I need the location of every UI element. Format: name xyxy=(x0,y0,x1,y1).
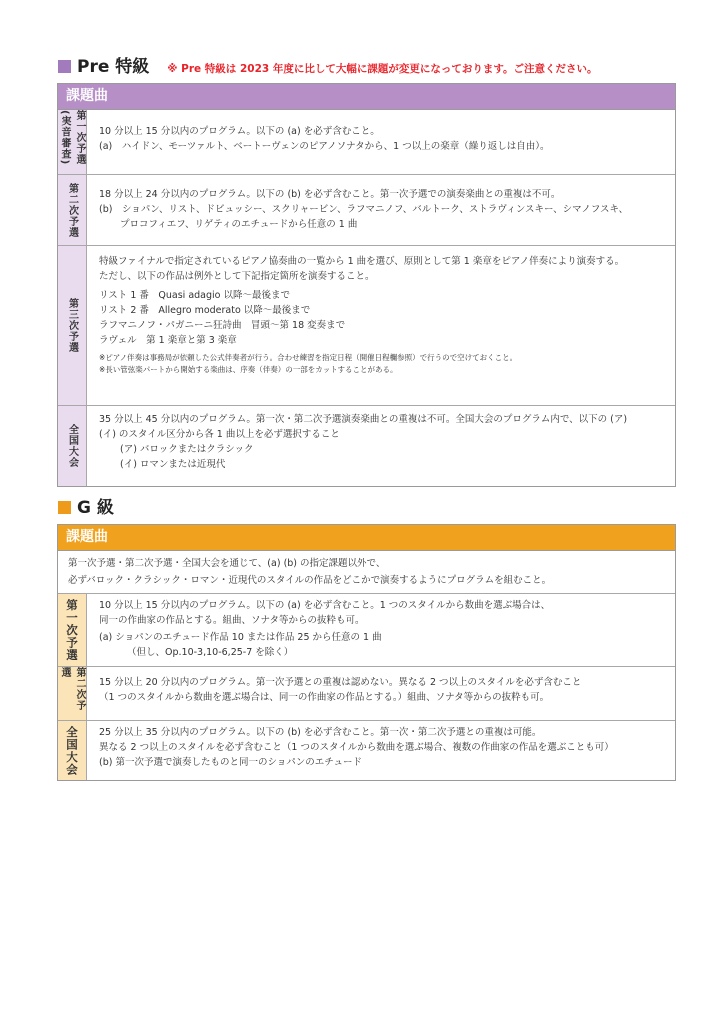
text-line: 必ずバロック・クラシック・ロマン・近現代のスタイルの作品をどこかで演奏するようにプログラムを組むこと。 xyxy=(68,575,552,586)
g-section-title: G 級 xyxy=(77,498,114,518)
g-square-icon xyxy=(58,501,71,514)
text-line: 特級ファイナルで指定されているピアノ協奏曲の一覧から 1 曲を選び、原則として第 1 楽章をピアノ伴奏により演奏する。 xyxy=(99,256,625,267)
pre-row-label xyxy=(58,110,87,174)
pre-square-icon xyxy=(58,60,71,73)
text-line: 同一の作曲家の作品とする。組曲、ソナタ等からの抜粋も可。 xyxy=(99,615,365,626)
g-label-national: 全国大会 xyxy=(65,725,79,776)
g-label-first: 第一次予選 xyxy=(65,598,79,662)
pre-row-label xyxy=(58,246,87,405)
pre-row-content xyxy=(87,406,675,486)
pre-row-label xyxy=(58,406,87,486)
text-line: (b) ショパン、リスト、ドビュッシー、スクリャービン、ラフマニノフ、バルトーク、ストラヴィンスキー、シマノフスキ、 xyxy=(99,204,629,215)
pre-row-third-round xyxy=(58,245,675,405)
text-line: (イ) ロマンまたは近現代 xyxy=(120,459,226,470)
text-line: (b) 第一次予選で演奏したものと同一のショパンのエチュード xyxy=(99,757,362,768)
note-line: ※ピアノ伴奏は事務局が依頼した公式伴奏者が行う。合わせ練習を指定日程（開催日程欄参照）で行うので空けておくこと。 xyxy=(99,353,518,362)
text-line: ラフマニノフ・パガニーニ狂詩曲 冒頭～第 18 変奏まで xyxy=(99,320,346,331)
g-row-label xyxy=(58,667,87,720)
g-row-first-round xyxy=(58,594,675,666)
note-line: ※長い管弦楽パートから開始する楽曲は、序奏（伴奏）の一部をカットすることがある。 xyxy=(99,365,398,374)
text-line: (イ) のスタイル区分から各 1 曲以上を必ず選択すること xyxy=(99,429,340,440)
g-row-label xyxy=(58,721,87,780)
pre-label-second: 第二次予選 xyxy=(66,182,78,238)
text-line: 異なる 2 つ以上のスタイルを必ず含むこと（1 つのスタイルから数曲を選ぶ場合、複数の作曲家の作品を選ぶことも可） xyxy=(99,742,614,753)
pre-row-second-round xyxy=(58,174,675,245)
pre-section-heading xyxy=(58,52,598,77)
text-line: (ア) バロックまたはクラシック xyxy=(120,444,254,455)
pre-table xyxy=(57,83,676,487)
text-line: 10 分以上 15 分以内のプログラム。以下の (a) を必ず含むこと。 xyxy=(99,126,380,137)
text-line: 15 分以上 20 分以内のプログラム。第一次予選との重複は認めない。異なる 2 つ以上のスタイルを必ず含むこと xyxy=(99,677,582,688)
g-row-national xyxy=(58,720,675,780)
text-line: 35 分以上 45 分以内のプログラム。第一次・第二次予選演奏楽曲との重複は不可。全国大会のプログラム内で、以下の (ア) xyxy=(99,414,628,425)
text-line: リスト 1 番 Quasi adagio 以降～最後まで xyxy=(99,290,290,301)
g-table-header: 課題曲 xyxy=(58,525,675,551)
g-row-content xyxy=(87,594,675,666)
pre-row-content xyxy=(87,246,675,405)
pre-row-first-round xyxy=(58,110,675,174)
pre-section-title: Pre 特級 xyxy=(77,57,150,77)
text-line: （1 つのスタイルから数曲を選ぶ場合は、同一の作曲家の作品とする。）組曲、ソナタ等からの抜粋も可。 xyxy=(99,692,550,703)
pre-row-content xyxy=(87,175,675,245)
text-line: ラヴェル 第 1 楽章と第 3 楽章 xyxy=(99,335,237,346)
g-section-heading xyxy=(58,493,114,518)
g-row-label xyxy=(58,594,87,666)
g-intro xyxy=(58,551,675,594)
text-line: （但し、Op.10-3,10-6,25-7 を除く） xyxy=(127,647,294,658)
text-line: 18 分以上 24 分以内のプログラム。以下の (b) を必ず含むこと。第一次予選での演奏楽曲との重複は不可。 xyxy=(99,189,561,200)
pre-label-national: 全国大会 xyxy=(66,424,78,468)
g-row-content xyxy=(87,721,675,780)
text-line: ただし、以下の作品は例外として下記指定箇所を演奏すること。 xyxy=(99,271,375,282)
g-label-second: 第二次予選 xyxy=(59,667,85,711)
g-row-second-round xyxy=(58,666,675,720)
text-line: 第一次予選・第二次予選・全国大会を通じて、(a) (b) の指定課題以外で、 xyxy=(68,558,386,569)
text-line: 10 分以上 15 分以内のプログラム。以下の (a) を必ず含むこと。1 つのスタイルから数曲を選ぶ場合は、 xyxy=(99,600,551,611)
g-row-content xyxy=(87,667,675,720)
g-table xyxy=(57,524,676,781)
pre-label-first: 第一次予選(実音審査) xyxy=(59,110,85,166)
text-line: (a) ショパンのエチュード作品 10 または作品 25 から任意の 1 曲 xyxy=(99,632,382,643)
pre-table-header: 課題曲 xyxy=(58,84,675,110)
pre-row-content xyxy=(87,110,675,174)
pre-row-label xyxy=(58,175,87,245)
pre-row-national xyxy=(58,405,675,486)
pre-label-third: 第三次予選 xyxy=(66,298,78,353)
text-line: リスト 2 番 Allegro moderato 以降～最後まで xyxy=(99,305,311,316)
text-line: 25 分以上 35 分以内のプログラム。以下の (b) を必ず含むこと。第一次・第二次予選との重複は可能。 xyxy=(99,727,542,738)
text-line: プロコフィエフ、リゲティのエチュードから任意の 1 曲 xyxy=(120,219,358,230)
pre-notice: ※ Pre 特級は 2023 年度に比して大幅に課題が変更になっております。ご注意ください。 xyxy=(167,63,598,75)
text-line: (a) ハイドン、モーツァルト、ベートーヴェンのピアノソナタから、1 つ以上の楽章（繰り返しは自由）。 xyxy=(99,141,550,152)
